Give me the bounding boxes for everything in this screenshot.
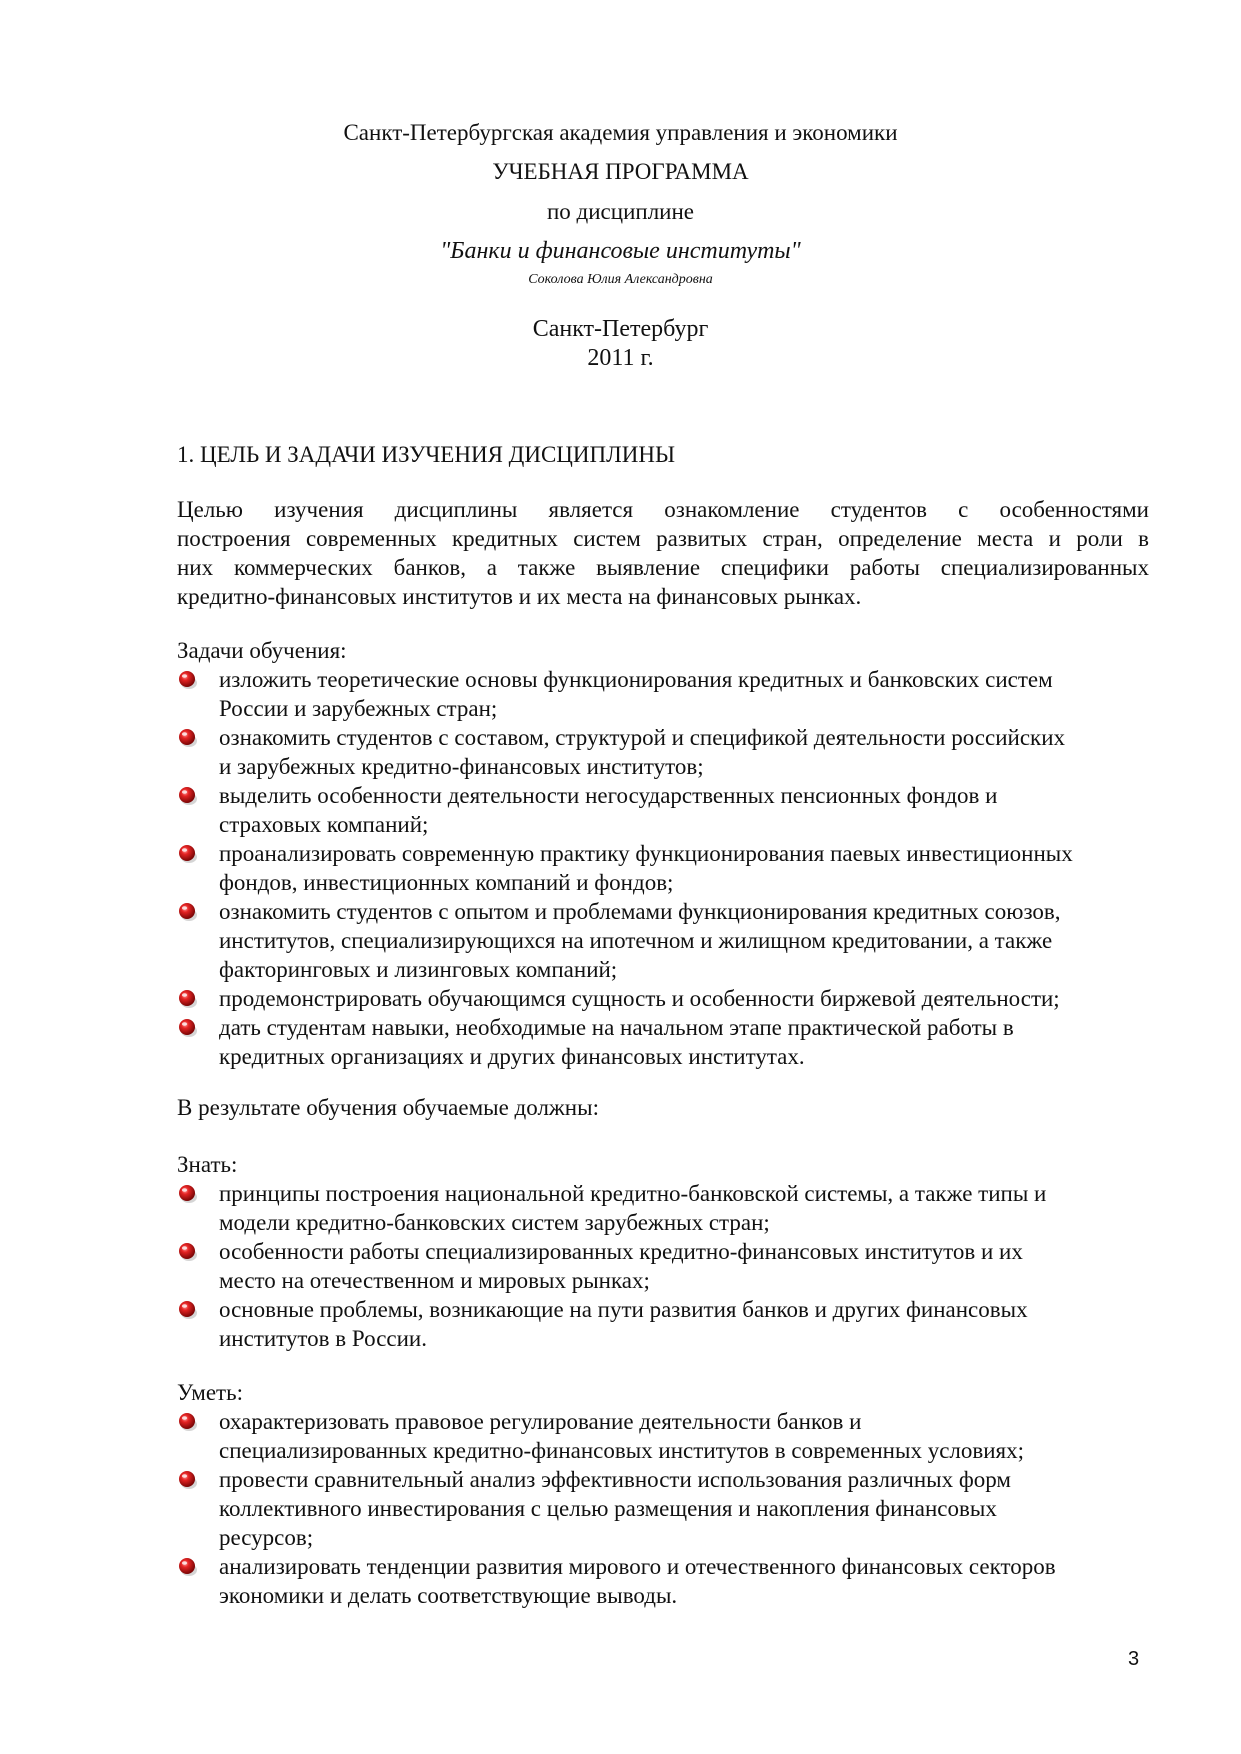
tasks-label: Задачи обучения: (177, 638, 347, 663)
intro-line: Целью изучения дисциплины является ознакомление студентов с особенностями (177, 497, 1149, 522)
red-ball-bullet-icon (177, 1183, 199, 1205)
list-item-text: кредитных организациях и других финансовых институтах. (219, 1044, 805, 1069)
list-item-text: институтов в России. (219, 1326, 427, 1351)
red-ball-bullet-icon (177, 727, 199, 749)
know-label: Знать: (177, 1152, 238, 1177)
red-ball-bullet-icon (177, 843, 199, 865)
list-item (177, 1407, 1167, 1465)
list-item (177, 1295, 1167, 1353)
list-item (177, 723, 1167, 781)
tasks-list (177, 665, 1167, 1071)
list-item-text: особенности работы специализированных кредитно-финансовых институтов и их (219, 1239, 1023, 1264)
list-item (177, 665, 1167, 723)
list-item (177, 839, 1167, 897)
red-ball-bullet-icon (177, 669, 199, 691)
red-ball-bullet-icon (177, 1411, 199, 1433)
section-heading: 1. ЦЕЛЬ И ЗАДАЧИ ИЗУЧЕНИЯ ДИСЦИПЛИНЫ (177, 442, 676, 467)
list-item-text: основные проблемы, возникающие на пути развития банков и других финансовых (219, 1297, 1028, 1322)
can-label: Уметь: (177, 1380, 243, 1405)
list-item-text: фондов, инвестиционных компаний и фондов; (219, 870, 674, 895)
list-item-text: изложить теоретические основы функционирования кредитных и банковских систем (219, 667, 1053, 692)
list-item (177, 1179, 1167, 1237)
year: 2011 г. (587, 345, 654, 371)
list-item-text: модели кредитно-банковских систем зарубежных стран; (219, 1210, 770, 1235)
list-item-text: провести сравнительный анализ эффективности использования различных форм (219, 1467, 1011, 1492)
by-discipline: по дисциплине (546, 199, 694, 224)
list-item-text: ресурсов; (219, 1525, 314, 1550)
author-name: Соколова Юлия Александровна (528, 272, 713, 287)
can-list (177, 1407, 1167, 1610)
list-item-text: охарактеризовать правовое регулирование деятельности банков и (219, 1409, 862, 1434)
red-ball-bullet-icon (177, 901, 199, 923)
list-item-text: анализировать тенденции развития мирового и отечественного финансовых секторов (219, 1554, 1056, 1579)
list-item-text: экономики и делать соответствующие выводы. (219, 1583, 678, 1608)
intro-line: них коммерческих банков, а также выявление специфики работы специализированных (177, 555, 1149, 580)
list-item-text: продемонстрировать обучающимся сущность и особенности биржевой деятельности; (219, 986, 1060, 1011)
list-item-text: ознакомить студентов с составом, структурой и спецификой деятельности российских (219, 725, 1066, 750)
list-item-text: коллективного инвестирования с целью размещения и накопления финансовых (219, 1496, 997, 1521)
list-item (177, 1465, 1167, 1552)
intro-line: кредитно-финансовых институтов и их места на финансовых рынках. (177, 584, 862, 609)
list-item (177, 1552, 1167, 1610)
list-item-text: принципы построения национальной кредитно-банковской системы, а также типы и (219, 1181, 1047, 1206)
list-item-text: дать студентам навыки, необходимые на начальном этапе практической работы в (219, 1015, 1014, 1040)
result-label: В результате обучения обучаемые должны: (177, 1095, 599, 1120)
page-number: 3 (1128, 1648, 1140, 1670)
list-item-text: факторинговых и лизинговых компаний; (219, 957, 618, 982)
list-item-text: институтов, специализирующихся на ипотечном и жилищном кредитовании, а также (219, 928, 1053, 953)
city: Санкт-Петербург (532, 316, 709, 342)
academy-name: Санкт-Петербургская академия управления и экономики (343, 120, 898, 145)
list-item (177, 1013, 1167, 1071)
list-item-text: проанализировать современную практику функционирования паевых инвестиционных (219, 841, 1073, 866)
list-item-text: страховых компаний; (219, 812, 429, 837)
red-ball-bullet-icon (177, 988, 199, 1010)
red-ball-bullet-icon (177, 1299, 199, 1321)
list-item (177, 1237, 1167, 1295)
list-item-text: и зарубежных кредитно-финансовых институтов; (219, 754, 704, 779)
red-ball-bullet-icon (177, 1556, 199, 1578)
list-item (177, 897, 1167, 984)
know-list (177, 1179, 1167, 1353)
intro-line: построения современных кредитных систем развитых стран, определение места и роли в (177, 526, 1149, 551)
list-item-text: выделить особенности деятельности негосударственных пенсионных фондов и (219, 783, 998, 808)
red-ball-bullet-icon (177, 1469, 199, 1491)
list-item-text: России и зарубежных стран; (219, 696, 498, 721)
document-type: УЧЕБНАЯ ПРОГРАММА (492, 159, 749, 184)
list-item-text: ознакомить студентов с опытом и проблемами функционирования кредитных союзов, (219, 899, 1061, 924)
list-item-text: место на отечественном и мировых рынках; (219, 1268, 650, 1293)
red-ball-bullet-icon (177, 1017, 199, 1039)
red-ball-bullet-icon (177, 785, 199, 807)
discipline-title: "Банки и финансовые институты" (440, 238, 801, 264)
list-item (177, 984, 1167, 1013)
list-item (177, 781, 1167, 839)
list-item-text: специализированных кредитно-финансовых институтов в современных условиях; (219, 1438, 1025, 1463)
red-ball-bullet-icon (177, 1241, 199, 1263)
intro-paragraph (177, 495, 1149, 611)
